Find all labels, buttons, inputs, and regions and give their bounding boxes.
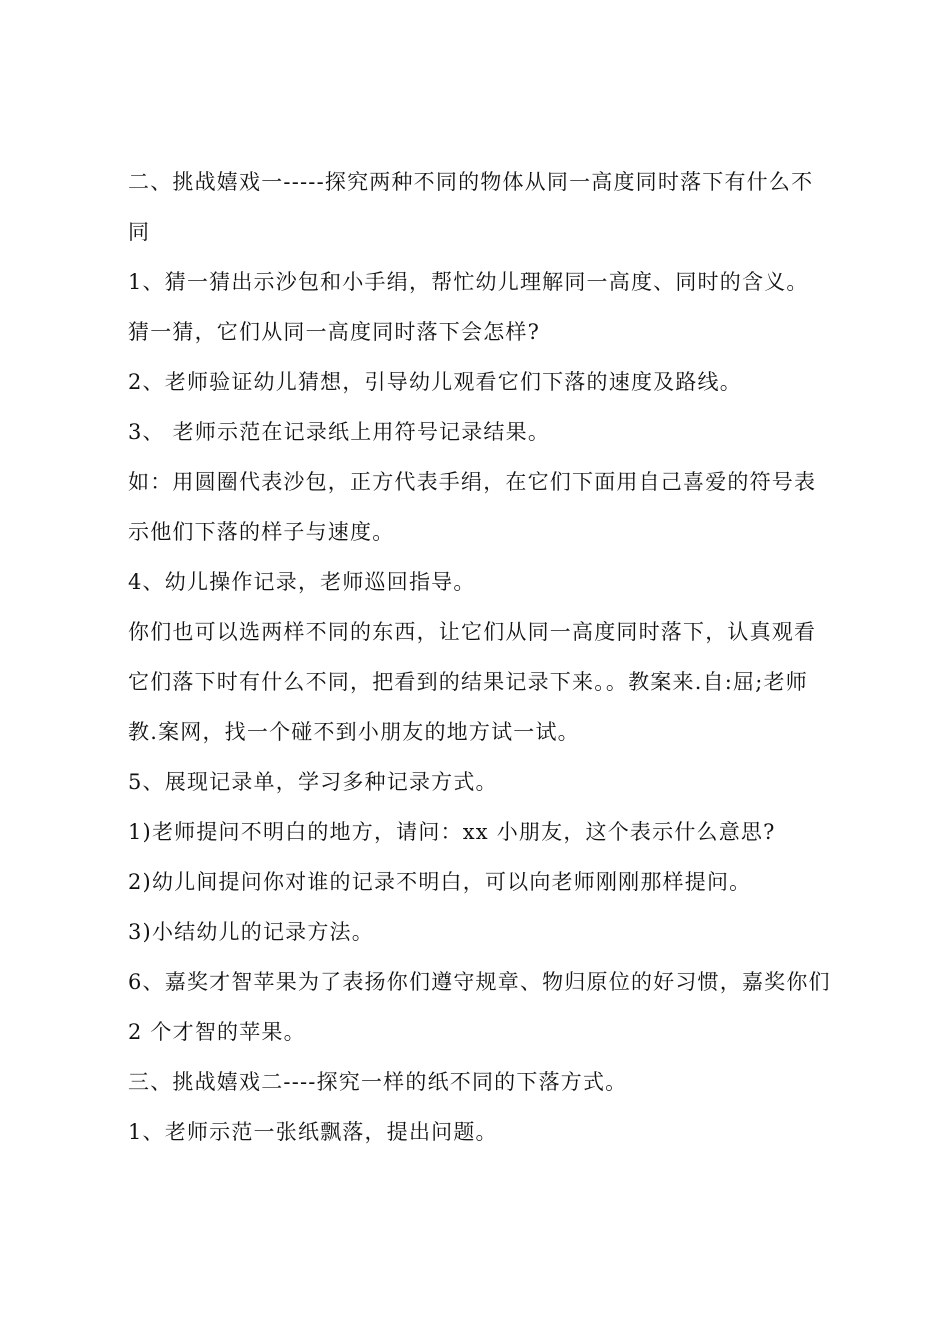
paragraph-line: 猜一猜，它们从同一高度同时落下会怎样? [128,320,541,344]
step-3-demonstrate: 3、 老师示范在记录纸上用符号记录结果。 [128,420,551,444]
document-body [128,157,838,1157]
paragraph-line: 它们落下时有什么不同，把看到的结果记录下来。。教案来.自:屈;老师 [128,670,808,694]
step-5-show-records: 5、展现记录单，学习多种记录方式。 [128,770,498,794]
sub-step-2: 2)幼儿间提问你对谁的记录不明白，可以向老师刚刚那样提问。 [128,870,752,894]
paragraph-line: 如：用圆圈代表沙包，正方代表手绢，在它们下面用自己喜爱的符号表 [128,470,817,494]
paragraph-line: 你们也可以选两样不同的东西，让它们从同一高度同时落下，认真观看 [128,620,817,644]
paragraph-line: 教.案网，找一个碰不到小朋友的地方试一试。 [128,720,580,744]
step-6-reward: 6、嘉奖才智苹果为了表扬你们遵守规章、物归原位的好习惯，嘉奖你们 [128,970,831,994]
step-4-operate: 4、幼儿操作记录，老师巡回指导。 [128,570,476,594]
section-heading-game-two: 三、挑战嬉戏二----探究一样的纸不同的下落方式。 [128,1070,628,1094]
paragraph-line: 同 [128,220,151,244]
paragraph-line: 示他们下落的样子与速度。 [128,520,395,544]
sub-step-3: 3)小结幼儿的记录方法。 [128,920,374,944]
paragraph-line: 2 个才智的苹果。 [128,1020,306,1044]
sub-step-1: 1)老师提问不明白的地方，请问：xx 小朋友，这个表示什么意思? [128,820,776,844]
step-1-paper-demo: 1、老师示范一张纸飘落，提出问题。 [128,1120,498,1144]
step-2-verify: 2、老师验证幼儿猜想，引导幼儿观看它们下落的速度及路线。 [128,370,742,394]
section-heading-game-one: 二、挑战嬉戏一-----探究两种不同的物体从同一高度同时落下有什么不 [128,170,814,194]
step-1-guess: 1、猜一猜出示沙包和小手绢，帮忙幼儿理解同一高度、同时的含义。 [128,270,809,294]
